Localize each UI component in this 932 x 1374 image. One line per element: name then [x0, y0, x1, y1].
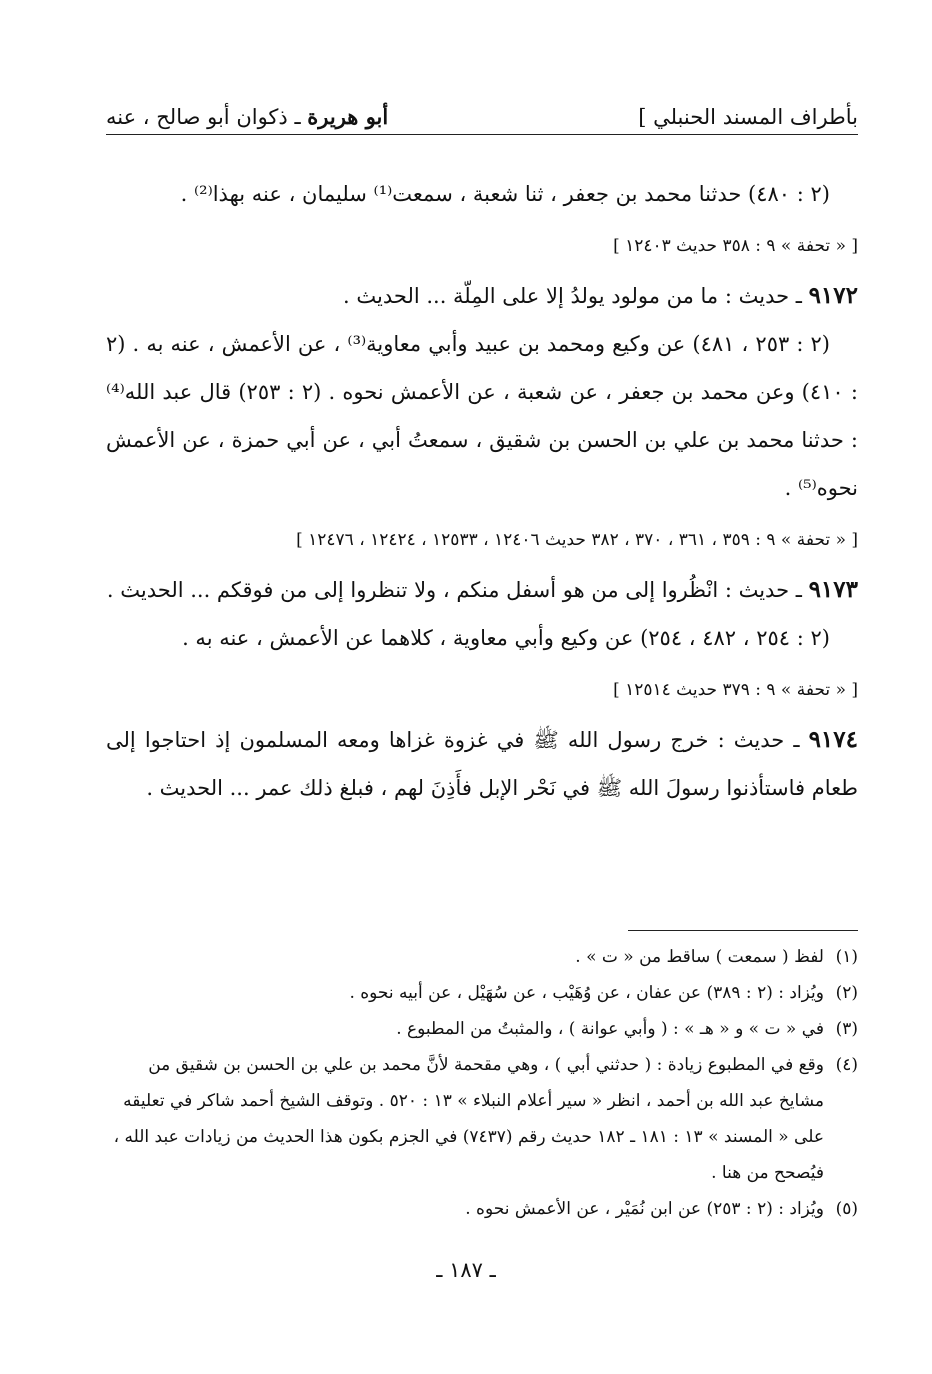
hadith-text: ـ حديث : انْظُروا إلى من هو أسفل منكم ، ولا تنظروا إلى من فوقكم ... الحديث . [106, 578, 809, 602]
footnote-2 [106, 975, 858, 1011]
hadith-9173 [106, 566, 858, 614]
footnote-3 [106, 1011, 858, 1047]
chain-paragraph-2: (٢ : ٢٥٣ ، ٤٨١) عن وكيع ومحمد بن عبيد وأبي معاوية⁽³⁾ ، عن الأعمش ، عنه به . (٢ : ٤١٠) وعن محمد بن جعفر ، عن شعبة ، عن الأعمش نحوه . (٢ : ٢٥٣) قال عبد الله⁽⁴⁾ : حدثنا محمد بن علي بن الحسن بن شقيق ، سمعتُ أبي ، عن أبي حمزة ، عن الأعمش نحوه⁽⁵⁾ . [106, 332, 858, 500]
footnote-number: (٤) [835, 1055, 858, 1075]
page-number: ـ ١٨٧ ـ [436, 1258, 496, 1282]
footnote-separator [628, 930, 858, 931]
footnote-text: لفظ ( سمعت ) ساقط من « ت » . [575, 947, 824, 967]
header-narrator-chain: ـ ذكوان أبو صالح ، عنه [106, 105, 308, 129]
header-companion-name: أبو هريرة [307, 104, 389, 129]
footnote-number: (٣) [835, 1019, 858, 1039]
hadith-9172 [106, 272, 858, 320]
hadith-text: ـ حديث : ما من مولود يولدُ إلا على المِلّة ... الحديث . [343, 284, 809, 308]
footnote-text: وقع في المطبوع زيادة : ( حدثني أبي ) ، وهي مقحمة لأنَّ محمد بن علي بن الحسن بن شقيق من مشايخ عبد الله بن أحمد ، انظر « سير أعلام النبلاء » ١٣ : ٥٢٠ . وتوقف الشيخ أحمد شاكر في تعليقه على « المسند » ١٣ : ١٨١ ـ ١٨٢ حديث رقم (٧٤٣٧) في الجزم بكون هذا الحديث من زيادات عبد الله ، فيُصحح من هنا . [113, 1055, 824, 1183]
hadith-text: ـ حديث : خرج رسول الله ﷺ في غزوة غزاها ومعه المسلمون إذ احتاجوا إلى طعام فاستأذنوا رسولَ الله ﷺ في نَحْر الإبل فأَذِنَ لهم ، فبلغ ذلك عمر ... الحديث . [106, 728, 858, 800]
chain-paragraph-1: (٢ : ٤٨٠) حدثنا محمد بن جعفر ، ثنا شعبة ، سمعت⁽¹⁾ سليمان ، عنه بهذا⁽²⁾ . [180, 182, 830, 206]
hadith-number: ٩١٧٣ [808, 576, 858, 603]
hadith-number: ٩١٧٤ [808, 726, 858, 753]
tuhfa-reference-2: [ « تحفة » ٩ : ٣٥٩ ، ٣٦١ ، ٣٧٠ ، ٣٨٢ حديث ١٢٤٠٦ ، ١٢٥٣٣ ، ١٢٤٢٤ ، ١٢٤٧٦ ] [296, 530, 858, 550]
chain-paragraph-3: (٢ : ٢٥٤ ، ٤٨٢ ، ٢٥٤) عن وكيع وأبي معاوية ، كلاهما عن الأعمش ، عنه به . [182, 626, 830, 650]
tuhfa-reference-3: [ « تحفة » ٩ : ٣٧٩ حديث ١٢٥١٤ ] [613, 680, 858, 700]
footnotes [106, 930, 858, 1227]
running-header [106, 100, 858, 135]
footnote-number: (١) [835, 947, 858, 967]
header-book-title: بأطراف المسند الحنبلي ] [638, 105, 858, 129]
footnote-4 [106, 1047, 858, 1191]
main-text [106, 170, 858, 812]
footnote-number: (٢) [835, 983, 858, 1003]
footnote-text: في « ت » و « هـ » : ( وأبي عوانة ) ، والمثبتُ من المطبوع . [396, 1019, 824, 1039]
footnote-number: (٥) [835, 1199, 858, 1219]
tuhfa-reference-1: [ « تحفة » ٩ : ٣٥٨ حديث ١٢٤٠٣ ] [613, 236, 858, 256]
hadith-9174 [106, 716, 858, 812]
footnote-1 [106, 939, 858, 975]
header-section-title [106, 100, 388, 134]
footnote-text: ويُزاد : (٢ : ٢٥٣) عن ابن نُمَيْر ، عن الأعمش نحوه . [465, 1199, 824, 1219]
hadith-number: ٩١٧٢ [808, 282, 858, 309]
footnote-text: ويُزاد : (٢ : ٣٨٩) عن عفان ، عن وُهَيْب ، عن سُهَيْل ، عن أبيه نحوه . [349, 983, 824, 1003]
footnote-5 [106, 1191, 858, 1227]
